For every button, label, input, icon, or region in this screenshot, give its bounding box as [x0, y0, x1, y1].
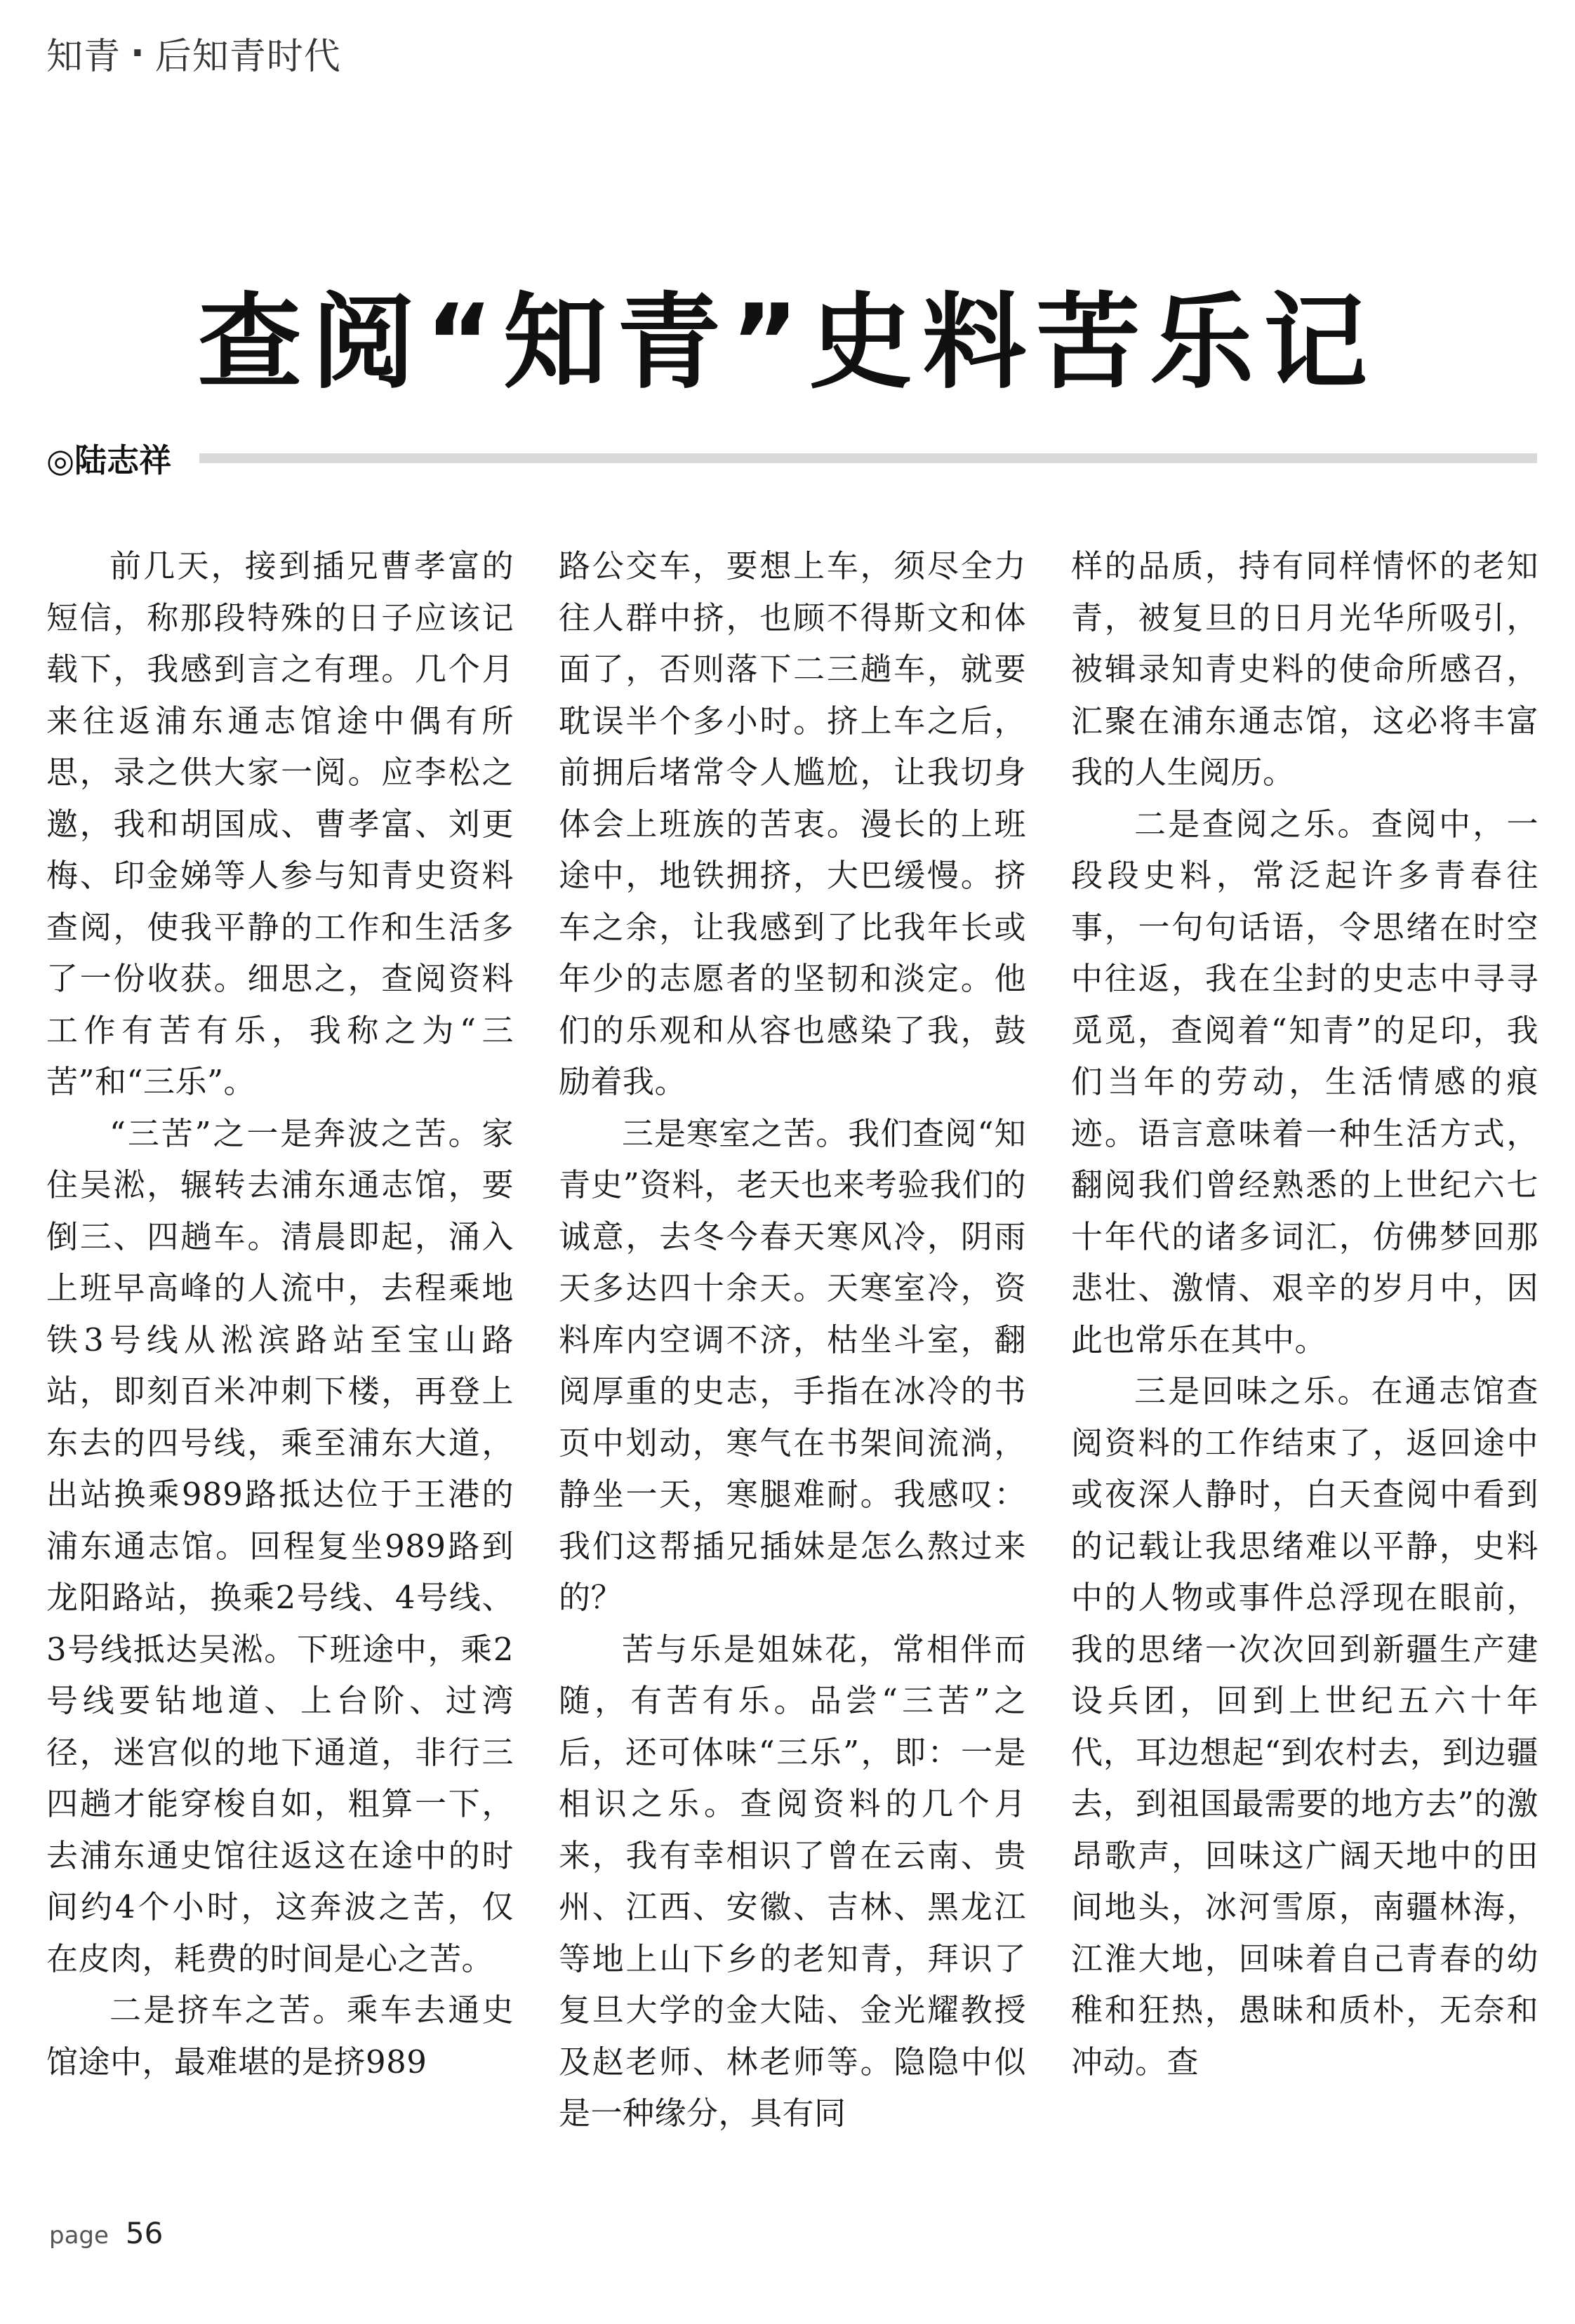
paragraph: 路公交车，要想上车，须尽全力往人群中挤，也顾不得斯文和体面了，否则落下二三趟车，就要耽误半个多小时。挤上车之后，前拥后堵常令人尴尬，让我切身体会上班族的苦衷。漫长的上班途中，地铁拥挤，大巴缓慢。挤车之余，让我感到了比我年长或年少的志愿者的坚韧和淡定。他们的乐观和从容也感染了我，鼓励着我。	[559, 547, 1026, 1100]
paragraph: 二是查阅之乐。查阅中，一段段史料，常泛起许多青春往事，一句句话语，令思绪在时空中往返，我在尘封的史志中寻寻觅觅，查阅着“知青”的足印，我们当年的劳动，生活情感的痕迹。语言意味着一种生活方式，翻阅我们曾经熟悉的上世纪六七十年代的诸多词汇，仿佛梦回那悲壮、激情、艰辛的岁月中，因此也常乐在其中。	[1071, 805, 1539, 1358]
paragraph: 三是寒室之苦。我们查阅“知青史”资料，老天也来考验我们的诚意，去冬今春天寒风冷，阴雨天多达四十余天。天寒室冷，资料库内空调不济，枯坐斗室，翻阅厚重的史志，手指在冰冷的书页中划动，寒气在书架间流淌，静坐一天，寒腿难耐。我感叹：我们这帮插兄插妹是怎么熬过来的？	[559, 1114, 1026, 1616]
paragraph: 三是回味之乐。在通志馆查阅资料的工作结束了，返回途中或夜深人静时，白天查阅中看到的记载让我思绪难以平静，史料中的人物或事件总浮现在眼前，我的思绪一次次回到新疆生产建设兵团，回到上世纪五六十年代，耳边想起“到农村去，到边疆去，到祖国最需要的地方去”的激昂歌声，回味这广阔天地中的田间地头，冰河雪原，南疆林海，江淮大地，回味着自己青春的幼稚和狂热，愚昧和质朴，无奈和冲动。查	[1071, 1373, 1539, 2081]
article-title: 查阅“知青”史料苦乐记	[197, 282, 1378, 403]
text-column-2	[559, 540, 1026, 2139]
byline-divider	[199, 453, 1537, 463]
paragraph: 苦与乐是姐妹花，常相伴而随，有苦有乐。品尝“三苦”之后，还可体味“三乐”，即：一是相识之乐。查阅资料的几个月来，我有幸相识了曾在云南、贵州、江西、安徽、吉林、黑龙江等地上山下乡的老知青，拜识了复旦大学的金大陆、金光耀教授及赵老师、林老师等。隐隐中似是一种缘分，具有同	[559, 1630, 1026, 2132]
article-body	[46, 540, 1537, 2168]
subsection-name: 后知青时代	[154, 36, 341, 78]
paragraph: 前几天，接到插兄曹孝富的短信，称那段特殊的日子应该记载下，我感到言之有理。几个月来往返浦东通志馆途中偶有所思，录之供大家一阅。应李松之邀，我和胡国成、曹孝富、刘更梅、印金娣等人参与知青史资料查阅，使我平静的工作和生活多了一份收获。细思之，查阅资料工作有苦有乐，我称之为“三苦”和“三乐”。	[46, 547, 514, 1100]
byline-row	[46, 434, 1537, 483]
section-name: 知青	[46, 36, 121, 78]
section-separator: ·	[131, 32, 145, 74]
text-column-3	[1071, 540, 1539, 2088]
page-label: page	[49, 2222, 109, 2250]
paragraph: “三苦”之一是奔波之苦。家住吴淞，辗转去浦东通志馆，要倒三、四趟车。清晨即起，涌入上班早高峰的人流中，去程乘地铁3号线从淞滨路站至宝山路站，即刻百米冲刺下楼，再登上东去的四号线，乘至浦东大道，出站换乘989路抵达位于王港的浦东通志馆。回程复坐989路到龙阳路站，换乘2号线、4号线、3号线抵达吴淞。下班途中，乘2号线要钻地道、上台阶、过湾径，迷宫似的地下通道，非行三四趟才能穿梭自如，粗算一下，去浦东通史馆往返这在途中的时间约4个小时，这奔波之苦，仅在皮肉，耗费的时间是心之苦。	[46, 1114, 514, 1977]
page-footer	[49, 2216, 163, 2250]
section-header	[46, 27, 341, 79]
paragraph: 样的品质，持有同样情怀的老知青，被复旦的日月光华所吸引，被辑录知青史料的使命所感召，汇聚在浦东通志馆，这必将丰富我的人生阅历。	[1071, 547, 1539, 791]
author-byline: ◎陆志祥	[46, 441, 172, 479]
page-number: 56	[125, 2216, 164, 2250]
paragraph: 二是挤车之苦。乘车去通史馆途中，最难堪的是挤989	[46, 1991, 514, 2081]
text-column-1	[46, 540, 514, 2088]
